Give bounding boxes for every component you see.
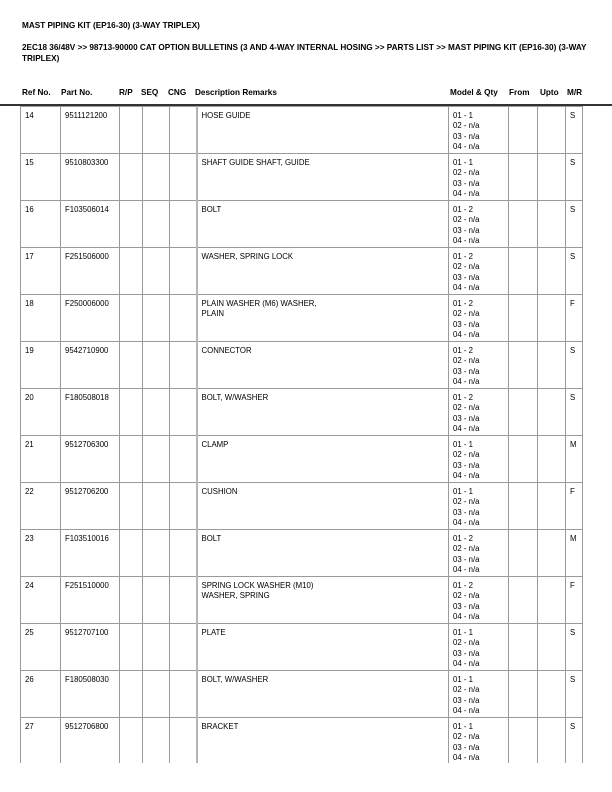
cell-seq bbox=[143, 624, 170, 671]
description-line: PLAIN WASHER (M6) WASHER, bbox=[201, 299, 317, 308]
table-row bbox=[21, 718, 583, 764]
model-qty-line: 04 - n/a bbox=[453, 188, 480, 198]
cell-seq bbox=[143, 483, 170, 530]
model-qty-line: 01 - 2 bbox=[453, 581, 473, 590]
cell-ref-no: 21 bbox=[21, 436, 61, 483]
model-qty-line: 02 - n/a bbox=[453, 544, 480, 554]
header-from: From bbox=[509, 88, 530, 97]
cell-cng bbox=[170, 718, 197, 764]
cell-ref-no: 22 bbox=[21, 483, 61, 530]
model-qty-line: 02 - n/a bbox=[453, 309, 480, 319]
model-qty-line: 01 - 2 bbox=[453, 299, 473, 308]
model-qty-line: 01 - 1 bbox=[453, 111, 473, 120]
model-qty-line: 04 - n/a bbox=[453, 752, 480, 762]
model-qty-line: 03 - n/a bbox=[453, 507, 480, 517]
model-qty-line: 02 - n/a bbox=[453, 356, 480, 366]
cell-seq bbox=[143, 671, 170, 718]
cell-rp bbox=[120, 201, 143, 248]
cell-rp bbox=[120, 154, 143, 201]
cell-model-qty bbox=[449, 389, 509, 436]
header-model-qty: Model & Qty bbox=[450, 88, 498, 97]
cell-rp bbox=[120, 577, 143, 624]
cell-seq bbox=[143, 389, 170, 436]
model-qty-line: 01 - 2 bbox=[453, 205, 473, 214]
header-rp: R/P bbox=[119, 88, 133, 97]
cell-rp bbox=[120, 530, 143, 577]
header-mr: M/R bbox=[567, 88, 583, 97]
cell-ref-no: 24 bbox=[21, 577, 61, 624]
model-qty-line: 03 - n/a bbox=[453, 648, 480, 658]
cell-mr: S bbox=[566, 624, 583, 671]
parts-table bbox=[20, 106, 583, 763]
description-line: CONNECTOR bbox=[201, 346, 252, 355]
description-line: BOLT bbox=[201, 205, 222, 214]
cell-upto bbox=[538, 107, 566, 154]
cell-description bbox=[197, 624, 449, 671]
cell-ref-no: 20 bbox=[21, 389, 61, 436]
cell-from bbox=[509, 154, 538, 201]
cell-description bbox=[197, 577, 449, 624]
cell-description bbox=[197, 718, 449, 764]
model-qty-line: 01 - 1 bbox=[453, 440, 473, 449]
cell-seq bbox=[143, 201, 170, 248]
cell-description bbox=[197, 389, 449, 436]
model-qty-line: 02 - n/a bbox=[453, 450, 480, 460]
model-qty-line: 03 - n/a bbox=[453, 554, 480, 564]
cell-model-qty bbox=[449, 624, 509, 671]
table-row bbox=[21, 671, 583, 718]
cell-description bbox=[197, 342, 449, 389]
cell-part-no: F103510016 bbox=[61, 530, 120, 577]
model-qty-line: 03 - n/a bbox=[453, 742, 480, 752]
cell-ref-no: 15 bbox=[21, 154, 61, 201]
cell-seq bbox=[143, 342, 170, 389]
cell-seq bbox=[143, 530, 170, 577]
model-qty-line: 03 - n/a bbox=[453, 178, 480, 188]
cell-upto bbox=[538, 295, 566, 342]
cell-upto bbox=[538, 624, 566, 671]
cell-part-no: 9512706200 bbox=[61, 483, 120, 530]
cell-model-qty bbox=[449, 530, 509, 577]
cell-rp bbox=[120, 718, 143, 764]
model-qty-line: 01 - 1 bbox=[453, 487, 473, 496]
model-qty-line: 02 - n/a bbox=[453, 497, 480, 507]
cell-description bbox=[197, 201, 449, 248]
cell-model-qty bbox=[449, 342, 509, 389]
model-qty-line: 04 - n/a bbox=[453, 470, 480, 480]
cell-cng bbox=[170, 577, 197, 624]
cell-seq bbox=[143, 154, 170, 201]
cell-description bbox=[197, 671, 449, 718]
cell-mr: S bbox=[566, 107, 583, 154]
header-ref-no: Ref No. bbox=[22, 88, 51, 97]
description-line: PLAIN bbox=[201, 309, 225, 318]
cell-seq bbox=[143, 248, 170, 295]
header-upto: Upto bbox=[540, 88, 559, 97]
model-qty-line: 02 - n/a bbox=[453, 685, 480, 695]
cell-upto bbox=[538, 577, 566, 624]
description-line: PLATE bbox=[201, 628, 226, 637]
table-row bbox=[21, 342, 583, 389]
table-row bbox=[21, 483, 583, 530]
cell-cng bbox=[170, 154, 197, 201]
cell-model-qty bbox=[449, 201, 509, 248]
table-row bbox=[21, 530, 583, 577]
cell-part-no: 9512706800 bbox=[61, 718, 120, 764]
cell-mr: S bbox=[566, 248, 583, 295]
cell-description bbox=[197, 154, 449, 201]
cell-upto bbox=[538, 718, 566, 764]
cell-upto bbox=[538, 671, 566, 718]
model-qty-line: 02 - n/a bbox=[453, 262, 480, 272]
cell-rp bbox=[120, 624, 143, 671]
table-row bbox=[21, 248, 583, 295]
cell-ref-no: 23 bbox=[21, 530, 61, 577]
description-line: WASHER, SPRING LOCK bbox=[201, 252, 294, 261]
cell-seq bbox=[143, 436, 170, 483]
model-qty-line: 02 - n/a bbox=[453, 403, 480, 413]
cell-from bbox=[509, 530, 538, 577]
model-qty-line: 03 - n/a bbox=[453, 319, 480, 329]
description-line: BOLT bbox=[201, 534, 222, 543]
cell-seq bbox=[143, 718, 170, 764]
cell-description bbox=[197, 436, 449, 483]
cell-upto bbox=[538, 154, 566, 201]
header-seq: SEQ bbox=[141, 88, 159, 97]
cell-mr: S bbox=[566, 342, 583, 389]
model-qty-line: 04 - n/a bbox=[453, 423, 480, 433]
cell-mr: F bbox=[566, 577, 583, 624]
cell-description bbox=[197, 107, 449, 154]
cell-ref-no: 27 bbox=[21, 718, 61, 764]
model-qty-line: 01 - 1 bbox=[453, 722, 473, 731]
cell-mr: S bbox=[566, 154, 583, 201]
model-qty-line: 02 - n/a bbox=[453, 732, 480, 742]
cell-cng bbox=[170, 295, 197, 342]
description-line: SPRING LOCK WASHER (M10) bbox=[201, 581, 314, 590]
cell-mr: S bbox=[566, 671, 583, 718]
cell-cng bbox=[170, 389, 197, 436]
model-qty-line: 04 - n/a bbox=[453, 517, 480, 527]
model-qty-line: 03 - n/a bbox=[453, 366, 480, 376]
cell-cng bbox=[170, 483, 197, 530]
cell-part-no: 9542710900 bbox=[61, 342, 120, 389]
model-qty-line: 03 - n/a bbox=[453, 695, 480, 705]
cell-upto bbox=[538, 248, 566, 295]
model-qty-line: 04 - n/a bbox=[453, 235, 480, 245]
cell-cng bbox=[170, 107, 197, 154]
model-qty-line: 02 - n/a bbox=[453, 168, 480, 178]
cell-rp bbox=[120, 389, 143, 436]
cell-upto bbox=[538, 342, 566, 389]
cell-mr: S bbox=[566, 201, 583, 248]
cell-description bbox=[197, 483, 449, 530]
model-qty-line: 04 - n/a bbox=[453, 329, 480, 339]
document-title: MAST PIPING KIT (EP16-30) (3-WAY TRIPLEX) bbox=[22, 21, 200, 30]
cell-ref-no: 25 bbox=[21, 624, 61, 671]
cell-mr: F bbox=[566, 295, 583, 342]
model-qty-line: 02 - n/a bbox=[453, 121, 480, 131]
cell-cng bbox=[170, 671, 197, 718]
cell-cng bbox=[170, 530, 197, 577]
model-qty-line: 04 - n/a bbox=[453, 611, 480, 621]
cell-rp bbox=[120, 671, 143, 718]
cell-part-no: 9512707100 bbox=[61, 624, 120, 671]
cell-from bbox=[509, 248, 538, 295]
cell-description bbox=[197, 530, 449, 577]
cell-from bbox=[509, 671, 538, 718]
cell-cng bbox=[170, 624, 197, 671]
cell-description bbox=[197, 248, 449, 295]
table-row bbox=[21, 201, 583, 248]
cell-part-no: F250006000 bbox=[61, 295, 120, 342]
table-row bbox=[21, 577, 583, 624]
model-qty-line: 04 - n/a bbox=[453, 282, 480, 292]
model-qty-line: 03 - n/a bbox=[453, 131, 480, 141]
model-qty-line: 01 - 2 bbox=[453, 393, 473, 402]
cell-seq bbox=[143, 107, 170, 154]
model-qty-line: 04 - n/a bbox=[453, 705, 480, 715]
cell-model-qty bbox=[449, 718, 509, 764]
model-qty-line: 01 - 1 bbox=[453, 675, 473, 684]
cell-part-no: F180508018 bbox=[61, 389, 120, 436]
model-qty-line: 03 - n/a bbox=[453, 413, 480, 423]
cell-from bbox=[509, 436, 538, 483]
cell-seq bbox=[143, 577, 170, 624]
model-qty-line: 02 - n/a bbox=[453, 638, 480, 648]
description-line: HOSE GUIDE bbox=[201, 111, 251, 120]
cell-from bbox=[509, 342, 538, 389]
cell-part-no: 9511121200 bbox=[61, 107, 120, 154]
model-qty-line: 04 - n/a bbox=[453, 658, 480, 668]
cell-model-qty bbox=[449, 295, 509, 342]
description-line: BRACKET bbox=[201, 722, 239, 731]
cell-rp bbox=[120, 483, 143, 530]
cell-ref-no: 14 bbox=[21, 107, 61, 154]
cell-cng bbox=[170, 342, 197, 389]
model-qty-line: 01 - 2 bbox=[453, 252, 473, 261]
cell-from bbox=[509, 718, 538, 764]
table-row bbox=[21, 107, 583, 154]
cell-rp bbox=[120, 107, 143, 154]
cell-rp bbox=[120, 295, 143, 342]
model-qty-line: 03 - n/a bbox=[453, 272, 480, 282]
cell-mr: F bbox=[566, 483, 583, 530]
cell-model-qty bbox=[449, 154, 509, 201]
description-line: CUSHION bbox=[201, 487, 238, 496]
model-qty-line: 03 - n/a bbox=[453, 225, 480, 235]
cell-cng bbox=[170, 436, 197, 483]
cell-cng bbox=[170, 248, 197, 295]
cell-from bbox=[509, 389, 538, 436]
cell-mr: S bbox=[566, 718, 583, 764]
model-qty-line: 04 - n/a bbox=[453, 564, 480, 574]
cell-ref-no: 26 bbox=[21, 671, 61, 718]
cell-upto bbox=[538, 389, 566, 436]
description-line: BOLT, W/WASHER bbox=[201, 393, 269, 402]
cell-ref-no: 16 bbox=[21, 201, 61, 248]
model-qty-line: 02 - n/a bbox=[453, 215, 480, 225]
cell-rp bbox=[120, 436, 143, 483]
cell-from bbox=[509, 624, 538, 671]
model-qty-line: 04 - n/a bbox=[453, 376, 480, 386]
description-line: BOLT, W/WASHER bbox=[201, 675, 269, 684]
cell-part-no: F251510000 bbox=[61, 577, 120, 624]
cell-upto bbox=[538, 436, 566, 483]
cell-upto bbox=[538, 483, 566, 530]
cell-part-no: F251506000 bbox=[61, 248, 120, 295]
model-qty-line: 01 - 1 bbox=[453, 628, 473, 637]
model-qty-line: 01 - 2 bbox=[453, 534, 473, 543]
cell-part-no: 9510803300 bbox=[61, 154, 120, 201]
cell-part-no: F103506014 bbox=[61, 201, 120, 248]
cell-model-qty bbox=[449, 436, 509, 483]
table-row bbox=[21, 624, 583, 671]
cell-model-qty bbox=[449, 107, 509, 154]
description-line: SHAFT GUIDE SHAFT, GUIDE bbox=[201, 158, 310, 167]
breadcrumb: 2EC18 36/48V >> 98713-90000 CAT OPTION BULLETINS (3 AND 4-WAY INTERNAL HOSING >> PARTS LIST >> MAST PIPING KIT (EP16-30) (3-WAY TRIPLEX) bbox=[22, 43, 587, 63]
cell-rp bbox=[120, 342, 143, 389]
header-description: Description Remarks bbox=[195, 88, 277, 97]
model-qty-line: 03 - n/a bbox=[453, 601, 480, 611]
cell-cng bbox=[170, 201, 197, 248]
cell-ref-no: 17 bbox=[21, 248, 61, 295]
table-row bbox=[21, 154, 583, 201]
cell-mr: M bbox=[566, 436, 583, 483]
cell-model-qty bbox=[449, 577, 509, 624]
cell-model-qty bbox=[449, 671, 509, 718]
cell-from bbox=[509, 107, 538, 154]
cell-model-qty bbox=[449, 248, 509, 295]
cell-description bbox=[197, 295, 449, 342]
cell-part-no: 9512706300 bbox=[61, 436, 120, 483]
cell-from bbox=[509, 577, 538, 624]
model-qty-line: 04 - n/a bbox=[453, 141, 480, 151]
model-qty-line: 03 - n/a bbox=[453, 460, 480, 470]
cell-mr: M bbox=[566, 530, 583, 577]
cell-ref-no: 18 bbox=[21, 295, 61, 342]
cell-from bbox=[509, 295, 538, 342]
table-row bbox=[21, 436, 583, 483]
table-row bbox=[21, 389, 583, 436]
cell-from bbox=[509, 483, 538, 530]
model-qty-line: 02 - n/a bbox=[453, 591, 480, 601]
cell-mr: S bbox=[566, 389, 583, 436]
cell-seq bbox=[143, 295, 170, 342]
header-cng: CNG bbox=[168, 88, 187, 97]
cell-part-no: F180508030 bbox=[61, 671, 120, 718]
model-qty-line: 01 - 2 bbox=[453, 346, 473, 355]
cell-rp bbox=[120, 248, 143, 295]
table-row bbox=[21, 295, 583, 342]
cell-from bbox=[509, 201, 538, 248]
model-qty-line: 01 - 1 bbox=[453, 158, 473, 167]
cell-upto bbox=[538, 201, 566, 248]
cell-ref-no: 19 bbox=[21, 342, 61, 389]
description-line: WASHER, SPRING bbox=[201, 591, 270, 600]
cell-model-qty bbox=[449, 483, 509, 530]
cell-upto bbox=[538, 530, 566, 577]
description-line: CLAMP bbox=[201, 440, 229, 449]
header-part-no: Part No. bbox=[61, 88, 93, 97]
